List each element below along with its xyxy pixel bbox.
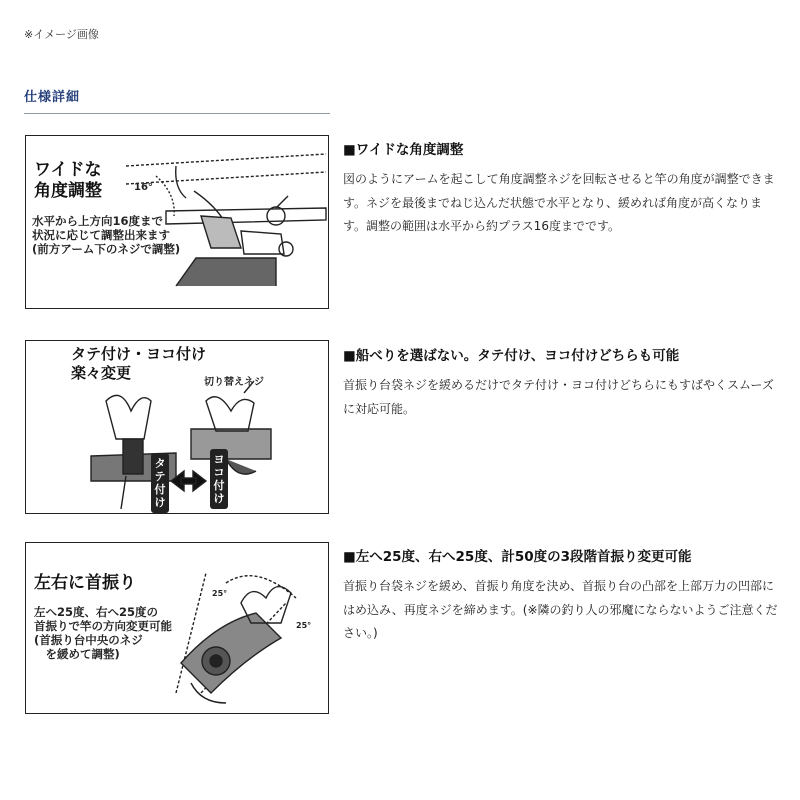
screw-label: 切り替えネジ [204, 377, 264, 388]
figure-mount-switch [25, 340, 329, 514]
figure-title-line: 角度調整 [34, 181, 102, 201]
feature-mount-switch [343, 344, 783, 421]
feature-body: 首振り台袋ネジを緩め、首振り角度を決め、首振り台の凸部を上部万力の凹部にはめ込み、再度ネジを締めます。(※隣の釣り人の邪魔にならないようご注意ください。) [343, 579, 778, 640]
figure-caption-line: 首振りで竿の方向変更可能 [34, 619, 172, 633]
image-note: ※イメージ画像 [24, 28, 99, 41]
figure-caption-line: 水平から上方向16度まで [32, 214, 164, 228]
figure-title [34, 573, 136, 594]
figure-title [71, 345, 206, 383]
figure-caption-line: (前方アーム下のネジで調整) [32, 242, 181, 256]
horizontal-mount-label: ヨコ付け [210, 449, 228, 509]
figure-title-line: ワイドな [34, 160, 102, 180]
feature-swivel [343, 545, 783, 646]
figure-caption [34, 605, 172, 661]
figure-caption-line: (首振り台中央のネジ [34, 633, 143, 647]
feature-body: 図のようにアームを起こして角度調整ネジを回転させると竿の角度が調整できます。ネジを最後までねじ込んだ状態で水平となり、緩めれば角度が高くなります。調整の範囲は水平から約プラス16度までです。 [343, 172, 775, 233]
figure-caption-line: 状況に応じて調整出来ます [32, 228, 170, 242]
figure-title [34, 160, 102, 202]
figure-title-line: 左右に首振り [34, 573, 136, 593]
vertical-mount-label: タテ付け [151, 453, 169, 513]
feature-body: 首振り台袋ネジを緩めるだけでタテ付け・ヨコ付けどちらにもすばやくスムーズに対応可能。 [343, 378, 774, 416]
spec-heading: 仕様詳細 [24, 90, 81, 105]
feature-heading: ■船べりを選ばない。タテ付け、ヨコ付けどちらも可能 [343, 348, 680, 364]
figure-caption-line: を緩めて調整) [34, 647, 120, 661]
right-angle-label: 25° [296, 621, 312, 630]
angle-label: 16° [134, 182, 153, 193]
feature-heading: ■左へ25度、右へ25度、計50度の3段階首振り変更可能 [343, 549, 692, 565]
figure-title-line: 楽々変更 [71, 364, 132, 382]
left-angle-label: 25° [212, 589, 228, 598]
figure-caption-line: 左へ25度、右へ25度の [34, 605, 159, 619]
figure-angle-adjust [25, 135, 329, 309]
feature-heading: ■ワイドな角度調整 [343, 142, 464, 158]
figure-title-line: タテ付け・ヨコ付け [71, 345, 207, 363]
figure-swivel [25, 542, 329, 714]
feature-angle-adjust [343, 138, 783, 239]
spec-divider [24, 113, 330, 114]
figure-caption [32, 214, 180, 256]
